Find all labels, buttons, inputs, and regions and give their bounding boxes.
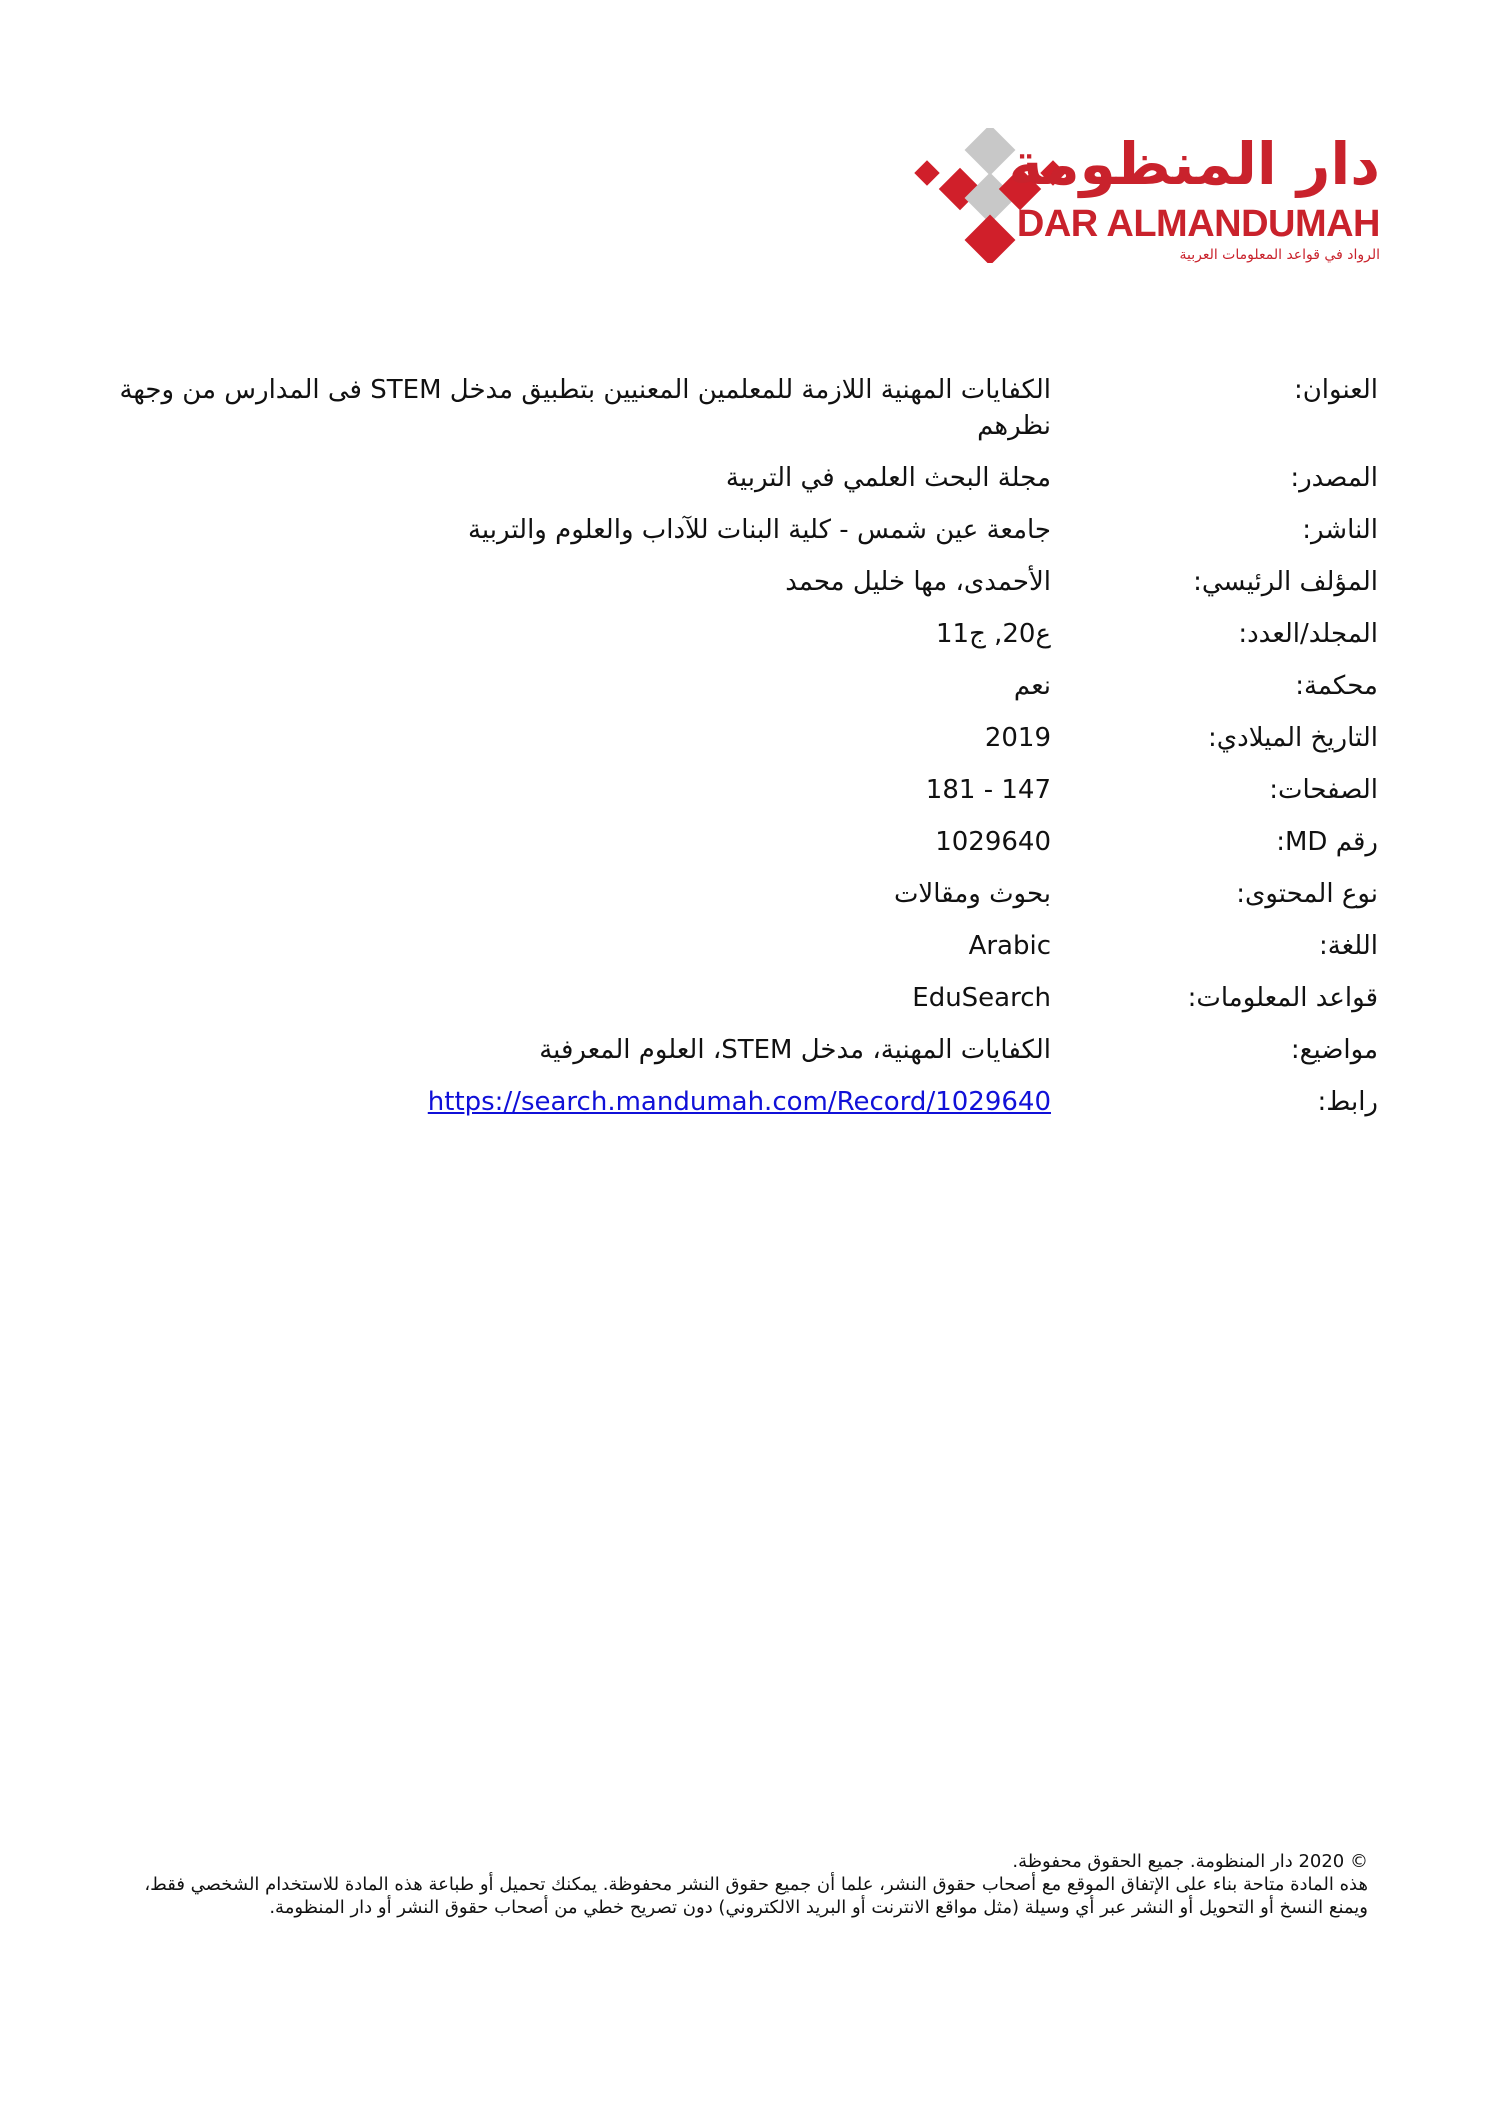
record-row-volume-issue: [118, 616, 1378, 652]
field-label-databases: قواعد المعلومات:: [1187, 983, 1378, 1013]
record-row-main-author: [118, 564, 1378, 600]
record-row-link: [118, 1084, 1378, 1120]
logo-diamond-bottom: [965, 215, 1016, 263]
usage-notice: هذه المادة متاحة بناء على الإتفاق الموقع مع أصحاب حقوق النشر، علما أن جميع حقوق النشر محفوظة. يمكنك تحميل أو طباعة هذه المادة للاستخدام الشخصي فقط، ويمنع النسخ أو التحويل أو النشر عبر أي وسيلة (مثل مواقع الانترنت أو البريد الالكتروني) دون تصريح خطي من أصحاب حقوق النشر أو دار المنظومة.: [144, 1874, 1368, 1918]
field-label-year: التاريخ الميلادي:: [1208, 723, 1378, 753]
field-value-title: الكفايات المهنية اللازمة للمعلمين المعنيين بتطبيق مدخل STEM فى المدارس من وجهة نظرهم: [119, 375, 1051, 441]
record-row-title: [118, 372, 1378, 444]
field-value-volume-issue: ع20, ج11: [935, 619, 1051, 649]
field-label-pages: الصفحات:: [1269, 775, 1378, 805]
record-row-peer-reviewed: [118, 668, 1378, 704]
field-value-content-type: بحوث ومقالات: [893, 879, 1051, 909]
record-row-databases: [118, 980, 1378, 1016]
record-row-publisher: [118, 512, 1378, 548]
field-value-year: 2019: [984, 723, 1051, 753]
record-row-subjects: [118, 1032, 1378, 1068]
field-label-volume-issue: المجلد/العدد:: [1238, 619, 1378, 649]
field-label-source: المصدر:: [1290, 463, 1378, 493]
logo-tagline: الرواد في قواعد المعلومات العربية: [1179, 247, 1380, 263]
field-label-language: اللغة:: [1319, 931, 1378, 961]
field-label-subjects: مواضيع:: [1290, 1035, 1378, 1065]
field-value-source: مجلة البحث العلمي في التربية: [725, 463, 1051, 493]
record-row-pages: [118, 772, 1378, 808]
field-value-pages: 147 - 181: [925, 775, 1051, 805]
publisher-logo: [910, 128, 1380, 268]
field-value-link: [118, 1084, 1051, 1120]
logo-arabic-name: دار المنظومة: [1008, 130, 1380, 198]
field-value-md-number: 1029640: [935, 827, 1051, 857]
record-row-year: [118, 720, 1378, 756]
field-label-peer-reviewed: محكمة:: [1295, 671, 1378, 701]
field-value-language: Arabic: [968, 931, 1051, 961]
record-row-content-type: [118, 876, 1378, 912]
field-value-peer-reviewed: نعم: [1013, 671, 1051, 701]
record-row-language: [118, 928, 1378, 964]
field-value-subjects: الكفايات المهنية، مدخل STEM، العلوم المعرفية: [539, 1035, 1051, 1065]
field-label-content-type: نوع المحتوى:: [1236, 879, 1378, 909]
record-url-link[interactable]: https://search.mandumah.com/Record/1029640: [427, 1087, 1051, 1117]
field-value-publisher: جامعة عين شمس - كلية البنات للآداب والعلوم والتربية: [467, 515, 1051, 545]
field-label-link: رابط:: [1317, 1087, 1378, 1117]
field-label-title: العنوان:: [1293, 375, 1378, 405]
record-row-source: [118, 460, 1378, 496]
field-value-main-author: الأحمدى، مها خليل محمد: [785, 567, 1051, 597]
field-label-publisher: الناشر:: [1302, 515, 1378, 545]
record-details: [118, 372, 1378, 1136]
copyright-line: © 2020 دار المنظومة. جميع الحقوق محفوظة.: [1012, 1851, 1368, 1872]
copyright-footer: [106, 1850, 1368, 1919]
field-label-md-number: رقم MD:: [1276, 827, 1378, 857]
logo-diamond-left-small: [914, 160, 939, 185]
record-row-md-number: [118, 824, 1378, 860]
field-label-main-author: المؤلف الرئيسي:: [1193, 567, 1378, 597]
field-value-databases: EduSearch: [912, 983, 1051, 1013]
logo-english-name: DAR ALMANDUMAH: [1016, 203, 1380, 245]
